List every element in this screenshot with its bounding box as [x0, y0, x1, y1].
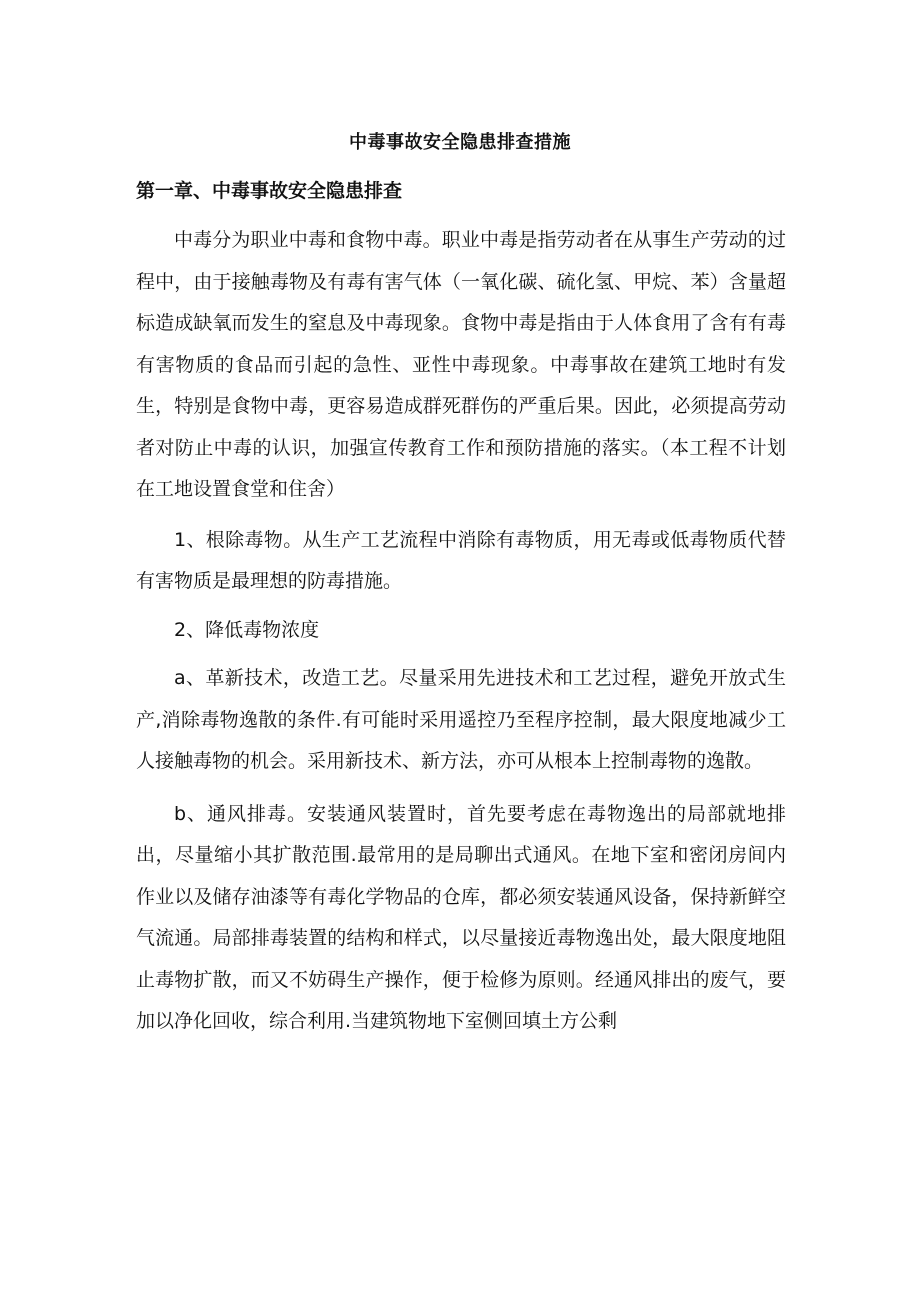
- chapter-heading: 第一章、中毒事故安全隐患排查: [136, 180, 403, 202]
- paragraph-item-b: b、通风排毒。安装通风装置时，首先要考虑在毒物逸出的局部就地排出，尽量缩小其扩散范围.最常用的是局聊出式通风。在地下室和密闭房间内作业以及储存油漆等有毒化学物品的仓库，都必须安装通风设备，保持新鲜空气流通。局部排毒装置的结构和样式，以尽量接近毒物逸出处，最大限度地阻止毒物扩散，而又不妨碍生产操作，便于检修为原则。经通风排出的废气，要加以净化回收，综合利用.当建筑物地下室侧回填土方公剩: [136, 802, 786, 1032]
- document-body: [136, 220, 786, 1043]
- paragraph-item-a: a、革新技术，改造工艺。尽量采用先进技术和工艺过程，避免开放式生产,消除毒物逸散的条件.有可能时采用遥控乃至程序控制，最大限度地减少工人接触毒物的机会。采用新技术、新方法，亦可从根本上控制毒物的逸散。: [136, 667, 786, 772]
- paragraph-item-2: 2、降低毒物浓度: [174, 618, 320, 641]
- paragraph-item-1: 1、根除毒物。从生产工艺流程中消除有毒物质，用无毒或低毒物质代替有害物质是最理想的防毒措施。: [136, 528, 786, 592]
- document-title: 中毒事故安全隐患排查措施: [349, 132, 571, 153]
- paragraph-intro: 中毒分为职业中毒和食物中毒。职业中毒是指劳动者在从事生产劳动的过程中，由于接触毒物及有毒有害气体（一氧化碳、硫化氢、甲烷、苯）含量超标造成缺氧而发生的窒息及中毒现象。食物中毒是指由于人体食用了含有有毒有害物质的食品而引起的急性、亚性中毒现象。中毒事故在建筑工地时有发生，特别是食物中毒，更容易造成群死群伤的严重后果。因此，必须提高劳动者对防止中毒的认识，加强宣传教育工作和预防措施的落实。（本工程不计划在工地设置食堂和住舍）: [136, 229, 786, 500]
